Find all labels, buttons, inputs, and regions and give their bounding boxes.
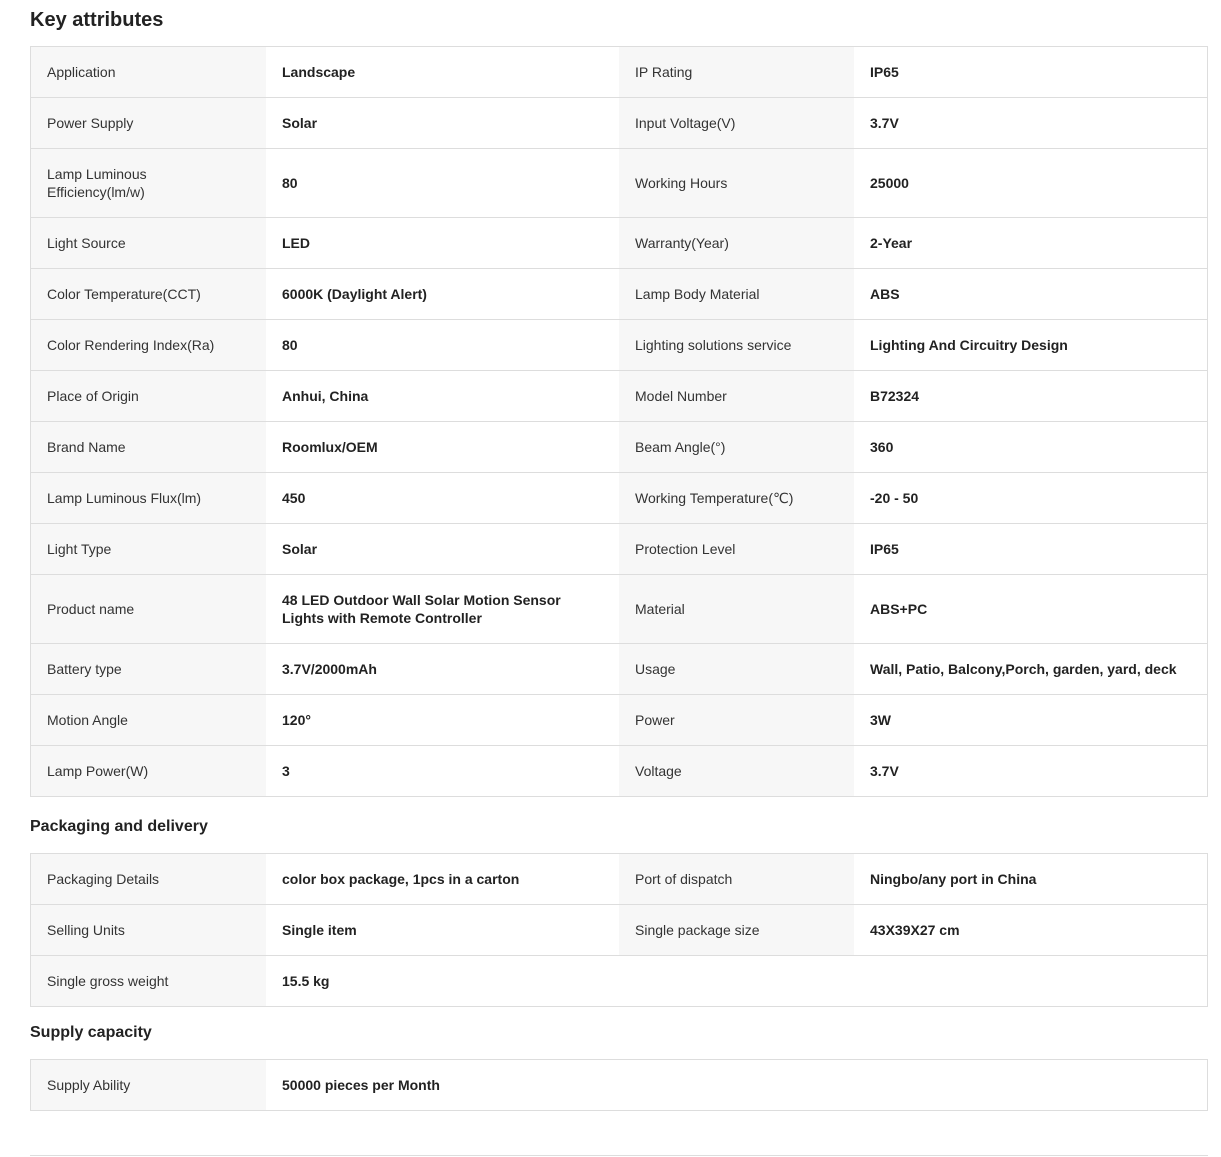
attribute-label: Material [619, 575, 854, 644]
product-details [30, 0, 1208, 1111]
attribute-label: Beam Angle(°) [619, 422, 854, 473]
packaging-label: Packaging Details [31, 854, 266, 905]
attribute-value: 3W [854, 695, 1207, 746]
supply-value: 50000 pieces per Month [266, 1060, 1207, 1111]
packaging-value: 15.5 kg [266, 956, 619, 1007]
attribute-value: 450 [266, 473, 619, 524]
attribute-label: Lamp Body Material [619, 269, 854, 320]
attribute-value: Roomlux/OEM [266, 422, 619, 473]
packaging-value: Single item [266, 905, 619, 956]
attribute-label: Color Rendering Index(Ra) [31, 320, 266, 371]
attribute-value: B72324 [854, 371, 1207, 422]
attribute-label: Power [619, 695, 854, 746]
divider [30, 1155, 1208, 1156]
attribute-label: Lighting solutions service [619, 320, 854, 371]
attribute-label: Battery type [31, 644, 266, 695]
empty-cell [619, 956, 854, 1007]
attribute-value: 80 [266, 149, 619, 218]
packaging-value: color box package, 1pcs in a carton [266, 854, 619, 905]
attribute-label: Usage [619, 644, 854, 695]
attribute-label: Working Hours [619, 149, 854, 218]
packaging-label: Port of dispatch [619, 854, 854, 905]
attribute-value: 48 LED Outdoor Wall Solar Motion Sensor Lights with Remote Controller [266, 575, 619, 644]
packaging-value: Ningbo/any port in China [854, 854, 1207, 905]
attribute-value: 2-Year [854, 218, 1207, 269]
key-attributes-title: Key attributes [30, 9, 164, 31]
attribute-label: Color Temperature(CCT) [31, 269, 266, 320]
attribute-value: 120° [266, 695, 619, 746]
attribute-value: 3.7V [854, 746, 1207, 797]
attribute-value: 3.7V/2000mAh [266, 644, 619, 695]
attribute-label: Light Source [31, 218, 266, 269]
attribute-label: Model Number [619, 371, 854, 422]
attribute-label: Lamp Power(W) [31, 746, 266, 797]
attribute-label: Lamp Luminous Flux(lm) [31, 473, 266, 524]
attribute-label: Lamp Luminous Efficiency(lm/w) [31, 149, 266, 218]
attribute-label: Protection Level [619, 524, 854, 575]
packaging-label: Single package size [619, 905, 854, 956]
attribute-value: -20 - 50 [854, 473, 1207, 524]
attribute-label: Working Temperature(℃) [619, 473, 854, 524]
attribute-value: Solar [266, 98, 619, 149]
attribute-label: Voltage [619, 746, 854, 797]
attribute-value: Wall, Patio, Balcony,Porch, garden, yard, deck [854, 644, 1207, 695]
attribute-value: 6000K (Daylight Alert) [266, 269, 619, 320]
attribute-value: Landscape [266, 47, 619, 98]
packaging-label: Single gross weight [31, 956, 266, 1007]
packaging-table [30, 853, 1208, 1007]
attribute-label: Application [31, 47, 266, 98]
attribute-value: 3 [266, 746, 619, 797]
key-attributes-table [30, 46, 1208, 797]
supply-title: Supply capacity [30, 1024, 152, 1041]
attribute-value: IP65 [854, 524, 1207, 575]
attribute-label: Input Voltage(V) [619, 98, 854, 149]
supply-label: Supply Ability [31, 1060, 266, 1111]
attribute-value: 25000 [854, 149, 1207, 218]
attribute-value: Solar [266, 524, 619, 575]
empty-cell [854, 956, 1207, 1007]
attribute-label: Brand Name [31, 422, 266, 473]
attribute-label: Warranty(Year) [619, 218, 854, 269]
attribute-label: Product name [31, 575, 266, 644]
attribute-value: 360 [854, 422, 1207, 473]
attribute-label: Light Type [31, 524, 266, 575]
attribute-value: LED [266, 218, 619, 269]
attribute-value: IP65 [854, 47, 1207, 98]
attribute-label: Power Supply [31, 98, 266, 149]
attribute-label: IP Rating [619, 47, 854, 98]
attribute-value: Lighting And Circuitry Design [854, 320, 1207, 371]
attribute-value: ABS [854, 269, 1207, 320]
attribute-label: Motion Angle [31, 695, 266, 746]
attribute-value: ABS+PC [854, 575, 1207, 644]
packaging-title: Packaging and delivery [30, 818, 208, 835]
attribute-label: Place of Origin [31, 371, 266, 422]
packaging-value: 43X39X27 cm [854, 905, 1207, 956]
attribute-value: 80 [266, 320, 619, 371]
attribute-value: 3.7V [854, 98, 1207, 149]
attribute-value: Anhui, China [266, 371, 619, 422]
supply-table [30, 1059, 1208, 1111]
packaging-label: Selling Units [31, 905, 266, 956]
